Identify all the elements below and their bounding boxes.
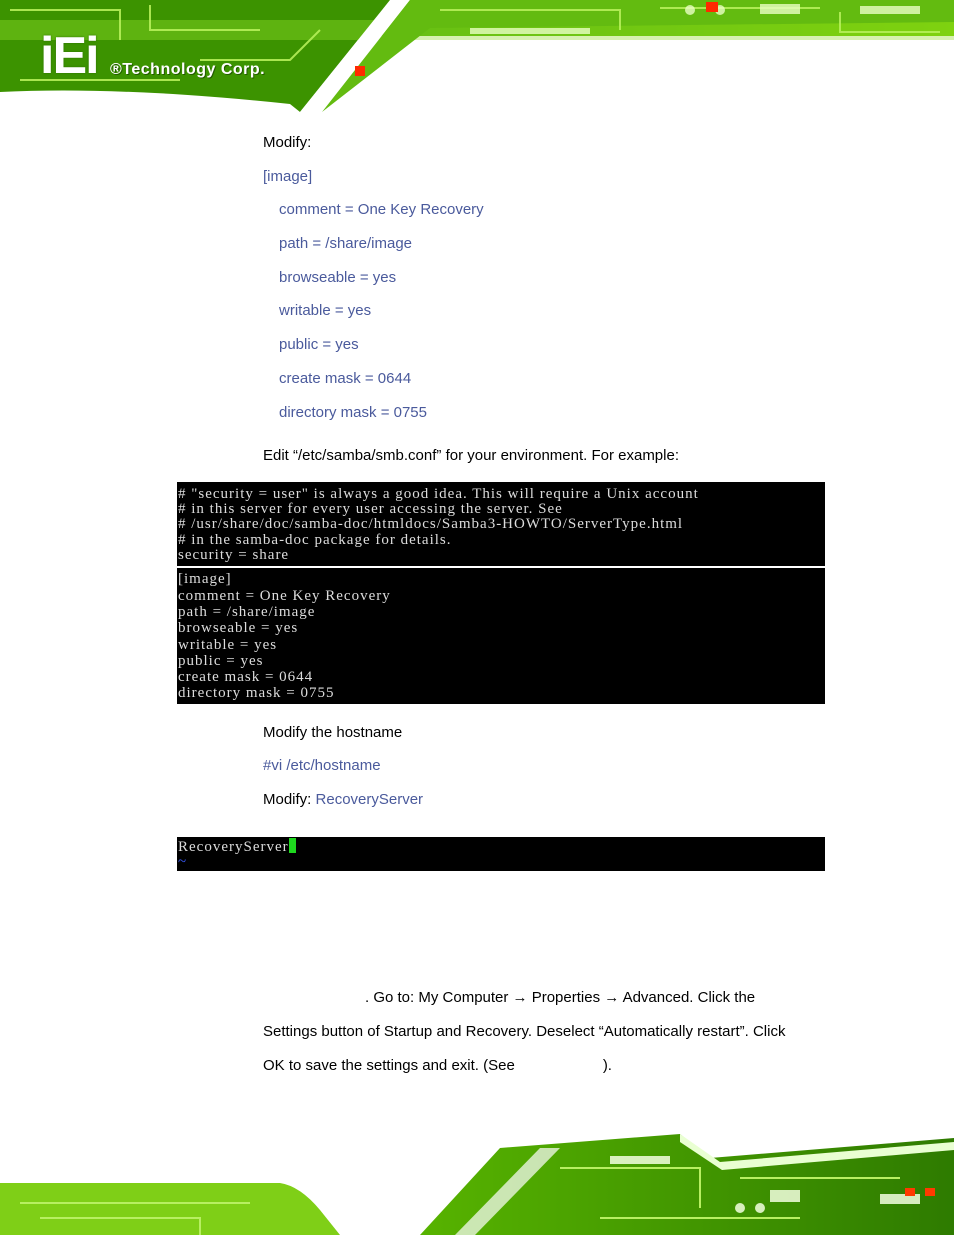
- paragraph-text: OK to save the settings and exit. (See: [263, 1057, 515, 1074]
- terminal-line: browseable = yes: [178, 620, 299, 636]
- logo-company-name: ®Technology Corp.: [110, 61, 266, 78]
- code-line: browseable = yes: [279, 269, 397, 286]
- terminal-screenshot-smb-security: [177, 482, 825, 566]
- hostname-modify-line: [263, 791, 423, 809]
- paragraph-line: Settings button of Startup and Recovery. Deselect “Automatically restart”. Click: [263, 1023, 786, 1040]
- terminal-cursor: [289, 838, 296, 853]
- code-line: create mask = 0644: [279, 370, 412, 387]
- terminal-hostname-text: RecoveryServer: [178, 839, 289, 855]
- terminal-line: # in the samba-doc package for details.: [178, 532, 452, 548]
- terminal-line: # "security = user" is always a good idea. This will require a Unix account: [178, 486, 699, 502]
- paragraph-line: [263, 1057, 612, 1075]
- terminal-line: public = yes: [178, 653, 264, 669]
- footer-banner: [0, 1128, 954, 1235]
- code-line: directory mask = 0755: [279, 404, 427, 421]
- terminal-line: security = share: [178, 547, 290, 563]
- terminal-line: comment = One Key Recovery: [178, 588, 391, 604]
- header-banner: [0, 0, 954, 112]
- terminal-line: [178, 838, 296, 855]
- paragraph-line: . Go to: My Computer → Properties → Advanced. Click the: [365, 989, 756, 1006]
- terminal-screenshot-image-share: [177, 568, 825, 704]
- code-line: comment = One Key Recovery: [279, 201, 484, 218]
- terminal-line: path = /share/image: [178, 604, 316, 620]
- terminal-line: # in this server for every user accessing the server. See: [178, 501, 563, 517]
- hostname-heading: Modify the hostname: [263, 724, 403, 741]
- hostname-command: #vi /etc/hostname: [263, 757, 381, 774]
- terminal-line: directory mask = 0755: [178, 685, 335, 701]
- code-line: public = yes: [279, 336, 359, 353]
- modify-label: Modify:: [263, 134, 312, 151]
- paragraph-text: ).: [602, 1057, 612, 1074]
- logo-mark: iEi: [40, 27, 98, 85]
- hostname-modify-label: Modify:: [263, 791, 316, 808]
- terminal-line: [image]: [178, 571, 232, 587]
- terminal-line: create mask = 0644: [178, 669, 314, 685]
- code-line: [image]: [263, 168, 313, 185]
- terminal-line: # /usr/share/doc/samba-doc/htmldocs/Samba3-HOWTO/ServerType.html: [178, 516, 684, 532]
- terminal-line: writable = yes: [178, 637, 278, 653]
- terminal-screenshot-hostname: [177, 837, 825, 871]
- code-line: writable = yes: [279, 302, 372, 319]
- terminal-tilde: ~: [178, 854, 188, 870]
- hostname-value: RecoveryServer: [315, 791, 424, 808]
- edit-instruction: Edit “/etc/samba/smb.conf” for your environment. For example:: [263, 447, 679, 464]
- code-line: path = /share/image: [279, 235, 413, 252]
